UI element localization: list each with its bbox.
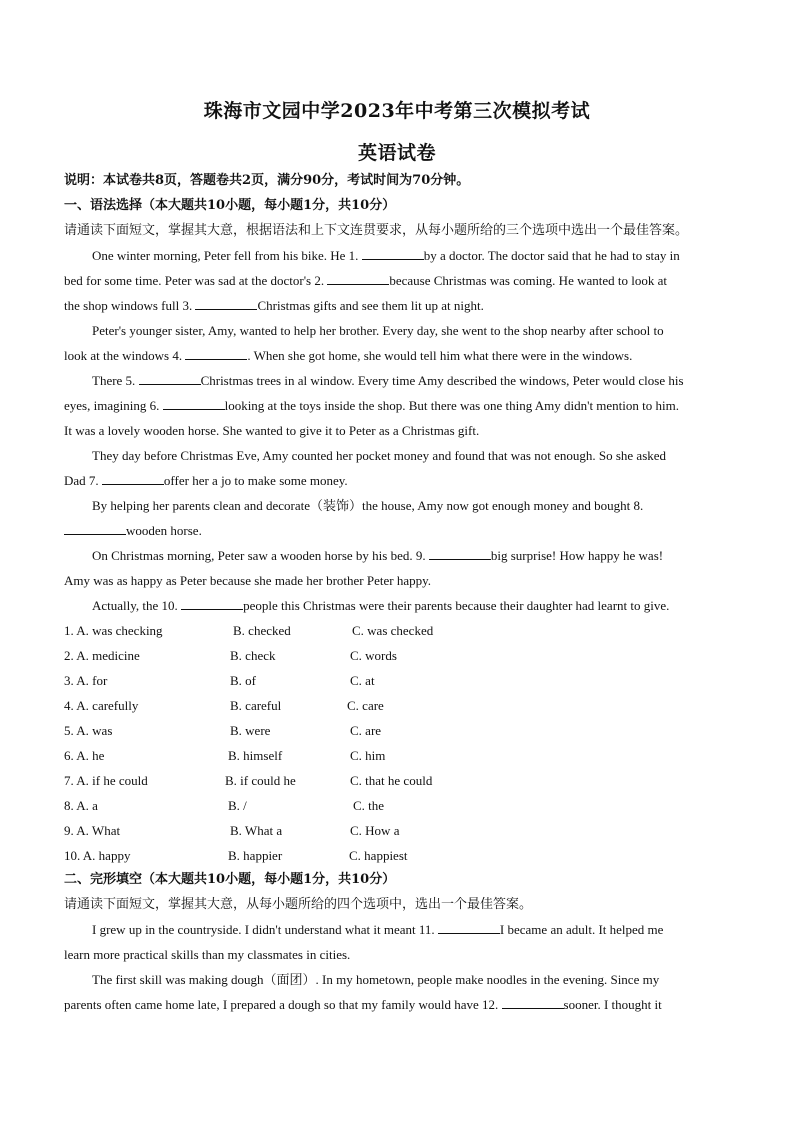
- section1-text: . When she got home, she would tell him what there were in the windows.: [247, 348, 633, 363]
- section1-text: looking at the toys inside the shop. But there was one thing Amy didn't mention to him.: [224, 398, 679, 413]
- section2-heading: 二、完形填空（本大题共10小题，每小题1分，共10分）: [64, 872, 396, 887]
- section1-line: [64, 422, 730, 440]
- option-7-c: C. that he could: [350, 773, 433, 788]
- section1-line: [64, 572, 730, 590]
- section1-line: [92, 372, 730, 390]
- section1-line: [64, 272, 730, 290]
- section2-line: [92, 971, 730, 989]
- option-9-b: B. What a: [230, 823, 283, 838]
- section1-line: [92, 597, 730, 615]
- option-2-b: B. check: [230, 648, 276, 663]
- section1-text: It was a lovely wooden horse. She wanted to give it to Peter as a Christmas gift.: [64, 423, 480, 438]
- option-1-b: B. checked: [233, 623, 291, 638]
- section1-line: [92, 547, 730, 565]
- option-5-a: 5. A. was: [64, 723, 113, 738]
- section1-text: wooden horse.: [126, 523, 202, 538]
- section2-text: The first skill was making dough（面团）. In my hometown, people make noodles in the evening. Since my: [92, 972, 660, 987]
- section2-line: [64, 946, 730, 964]
- option-5-b: B. were: [230, 723, 271, 738]
- option-6-b: B. himself: [228, 748, 283, 763]
- section1-line: [92, 322, 730, 340]
- section2-line: [92, 921, 730, 939]
- answer-blank: [181, 597, 243, 610]
- section1-text: because Christmas was coming. He wanted to look at: [389, 273, 667, 288]
- answer-blank: [429, 547, 491, 560]
- section1-heading: 一、语法选择（本大题共10小题，每小题1分，共10分）: [64, 198, 396, 213]
- section2-text: parents often came home late, I prepared a dough so that my family would have 12.: [64, 997, 502, 1012]
- option-10-b: B. happier: [228, 848, 283, 863]
- option-1-c: C. was checked: [352, 623, 434, 638]
- section2-text: sooner. I thought it: [563, 997, 662, 1012]
- section1-text: Christmas gifts and see them lit up at night.: [257, 298, 484, 313]
- section1-line: [64, 472, 730, 490]
- section1-text: They day before Christmas Eve, Amy counted her pocket money and found that was not enough. So she asked: [92, 448, 667, 463]
- section1-text: the shop windows full 3.: [64, 298, 196, 313]
- section1-line: [64, 397, 730, 415]
- option-4-b: B. careful: [230, 698, 282, 713]
- section1-line: [92, 247, 730, 265]
- section1-text: On Christmas morning, Peter saw a wooden horse by his bed. 9.: [92, 548, 429, 563]
- section1-text: bed for some time. Peter was sad at the doctor's 2.: [64, 273, 328, 288]
- option-8-a: 8. A. a: [64, 798, 98, 813]
- answer-blank: [327, 272, 389, 285]
- instructions: 说明：本试卷共8页，答题卷共2页，满分90分，考试时间为70分钟。: [64, 173, 470, 188]
- section1-text: Christmas trees in al window. Every time Amy described the windows, Peter would close his: [200, 373, 684, 388]
- option-4-a: 4. A. carefully: [64, 698, 139, 713]
- option-3-b: B. of: [230, 673, 256, 688]
- option-8-b: B. /: [228, 798, 247, 813]
- option-3-a: 3. A. for: [64, 673, 108, 688]
- option-6-a: 6. A. he: [64, 748, 105, 763]
- option-9-c: C. How a: [350, 823, 400, 838]
- section2-line: [64, 996, 730, 1014]
- section1-line: [64, 297, 730, 315]
- exam-subtitle: 英语试卷: [357, 142, 436, 164]
- section1-text: eyes, imagining 6.: [64, 398, 163, 413]
- answer-blank: [438, 921, 500, 934]
- section2-text: I grew up in the countryside. I didn't understand what it meant 11.: [92, 922, 438, 937]
- option-4-c: C. care: [347, 698, 384, 713]
- answer-blank: [185, 347, 247, 360]
- section1-line: [64, 522, 730, 540]
- section1-text: Actually, the 10.: [92, 598, 182, 613]
- option-7-b: B. if could he: [225, 773, 296, 788]
- answer-blank: [64, 522, 126, 535]
- option-9-a: 9. A. What: [64, 823, 121, 838]
- section1-line: [92, 497, 730, 515]
- section1-text: Amy was as happy as Peter because she made her brother Peter happy.: [64, 573, 432, 588]
- option-7-a: 7. A. if he could: [64, 773, 148, 788]
- answer-blank: [139, 372, 201, 385]
- section1-directions: 请通读下面短文，掌握其大意，根据语法和上下文连贯要求，从每小题所给的三个选项中选出一个最佳答案。: [64, 223, 689, 238]
- section1-text: Dad 7.: [64, 473, 102, 488]
- section1-text: Peter's younger sister, Amy, wanted to help her brother. Every day, she went to the shop nearby after school to: [92, 323, 664, 338]
- section1-text: There 5.: [92, 373, 139, 388]
- option-2-c: C. words: [350, 648, 397, 663]
- option-6-c: C. him: [350, 748, 386, 763]
- option-8-c: C. the: [353, 798, 385, 813]
- answer-blank: [163, 397, 225, 410]
- option-10-a: 10. A. happy: [64, 848, 131, 863]
- answer-blank: [195, 297, 257, 310]
- section1-line: [92, 447, 730, 465]
- section1-text: offer her a jo to make some money.: [163, 473, 348, 488]
- section1-text: One winter morning, Peter fell from his bike. He 1.: [92, 248, 362, 263]
- section1-text: look at the windows 4.: [64, 348, 186, 363]
- section1-line: [64, 347, 730, 365]
- section1-text: by a doctor. The doctor said that he had to stay in: [423, 248, 680, 263]
- option-10-c: C. happiest: [349, 848, 408, 863]
- section1-text: people this Christmas were their parents because their daughter had learnt to give.: [243, 598, 670, 613]
- exam-title: 珠海市文园中学2023年中考第三次模拟考试: [203, 100, 591, 122]
- section1-text: By helping her parents clean and decorate（装饰）the house, Amy now got enough money and bought 8.: [92, 498, 644, 513]
- option-1-a: 1. A. was checking: [64, 623, 163, 638]
- section1-text: big surprise! How happy he was!: [490, 548, 664, 563]
- option-2-a: 2. A. medicine: [64, 648, 140, 663]
- answer-blank: [502, 996, 564, 1009]
- answer-blank: [102, 472, 164, 485]
- answer-blank: [362, 247, 424, 260]
- section2-text: I became an adult. It helped me: [499, 922, 664, 937]
- option-5-c: C. are: [350, 723, 382, 738]
- section2-text: learn more practical skills than my classmates in cities.: [64, 947, 351, 962]
- option-3-c: C. at: [350, 673, 375, 688]
- section2-directions: 请通读下面短文，掌握其大意，从每小题所给的四个选项中，选出一个最佳答案。: [64, 897, 533, 912]
